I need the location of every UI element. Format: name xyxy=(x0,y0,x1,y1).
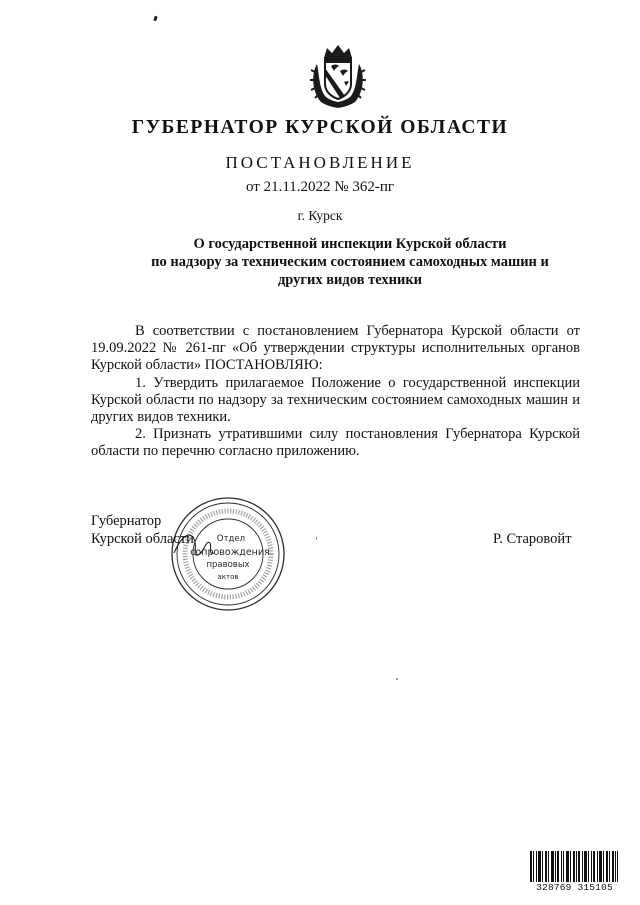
document-body xyxy=(91,323,580,461)
subject-line: других видов техники xyxy=(277,272,423,288)
scan-mark xyxy=(396,678,398,680)
preamble-paragraph: В соответствии с постановлением Губернатора Курской области от 19.09.2022 № 261-пг «Об утверждении структуры исполнительных органов Курской области» ПОСТАНОВЛЯЮ: xyxy=(91,323,580,374)
clause-paragraph: 1. Утвердить прилагаемое Положение о государственной инспекции Курской области по надзору за техническим состоянием самоходных машин и других видов техники. xyxy=(91,374,580,426)
signatory-title xyxy=(91,513,194,548)
subject-line: по надзору за техническим состоянием самоходных машин и xyxy=(151,254,549,270)
signatory-name: Р. Старовойт xyxy=(493,531,572,547)
kursk-coat-of-arms-icon xyxy=(307,44,369,110)
stamp-text-line: Отдел xyxy=(216,534,246,544)
stamp-text-line: сопровождения xyxy=(190,547,270,558)
document-city: г. Курск xyxy=(297,208,343,223)
stamp-text-line: актов xyxy=(217,573,239,581)
issuing-authority: ГУБЕРНАТОР КУРСКОЙ ОБЛАСТИ xyxy=(131,117,509,138)
scan-mark xyxy=(316,537,317,540)
stamp-text-line: правовых xyxy=(206,560,250,570)
document-type: ПОСТАНОВЛЕНИЕ xyxy=(225,153,415,172)
document-date-number: от 21.11.2022 № 362-пг xyxy=(245,179,395,195)
document-subject xyxy=(60,235,640,289)
subject-line: О государственной инспекции Курской области xyxy=(193,236,507,252)
barcode-number: 328769 315105 xyxy=(529,882,620,893)
clause-paragraph: 2. Признать утратившими силу постановления Губернатора Курской области по перечню согласно приложению. xyxy=(91,426,580,460)
scan-mark xyxy=(153,16,158,22)
signatory-title-line: Курской области xyxy=(91,530,194,547)
signatory-title-line: Губернатор xyxy=(91,513,162,529)
